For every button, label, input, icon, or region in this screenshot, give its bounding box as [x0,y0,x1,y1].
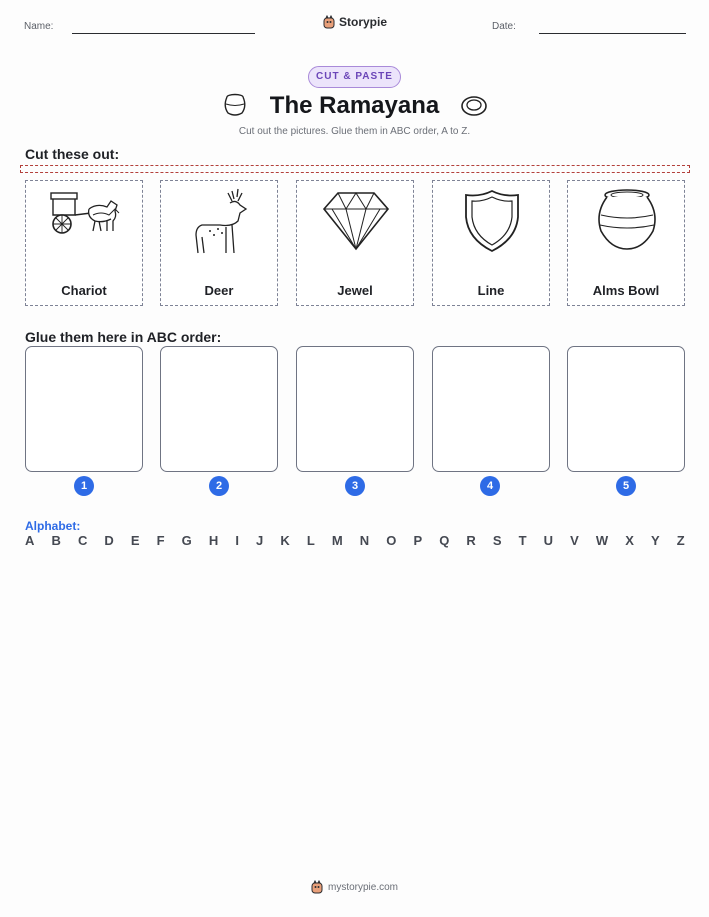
card-label: Chariot [61,283,107,298]
footer [0,880,709,894]
alphabet-letter: N [359,533,370,548]
alphabet-letter: U [543,533,554,548]
alphabet-letter: H [208,533,219,548]
alphabet-letter: O [386,533,397,548]
cut-card-deer[interactable] [160,180,278,306]
alphabet-letter: W [595,533,609,548]
alphabet-letter: X [625,533,634,548]
card-label: Jewel [337,283,373,298]
brand-logo [323,15,387,29]
alphabet-row [25,533,685,548]
jewel-icon [316,187,396,251]
storypie-logo-icon [323,15,335,29]
slot-number-3: 3 [345,476,365,496]
cut-card-chariot[interactable] [25,180,143,306]
slot-number-2: 2 [209,476,229,496]
alphabet-letter: C [77,533,88,548]
card-label: Line [477,283,505,298]
alphabet-letter: Q [439,533,450,548]
alphabet-letter: A [25,533,35,548]
alphabet-letter: G [181,533,192,548]
alphabet-label: Alphabet: [25,519,81,533]
alphabet-letter: B [51,533,61,548]
slot-number-4: 4 [480,476,500,496]
shield-icon [452,187,532,253]
alphabet-letter: P [413,533,423,548]
slot-number-1: 1 [74,476,94,496]
alphabet-letter: V [570,533,579,548]
glue-slot-1[interactable] [25,346,143,472]
ring-icon [460,94,488,118]
alphabet-letter: Z [676,533,685,548]
alphabet-letter: E [130,533,140,548]
alphabet-letter: D [104,533,114,548]
alphabet-letter: R [466,533,476,548]
alms-bowl-icon [587,187,667,251]
alphabet-letter: F [156,533,165,548]
page-title: The Ramayana [269,92,440,119]
cut-heading: Cut these out: [25,146,120,162]
cut-paste-tag: CUT & PASTE [308,66,401,88]
chariot-icon [45,187,125,247]
footer-url[interactable]: mystorypie.com [327,881,398,893]
date-label: Date: [492,21,516,32]
cut-card-line[interactable] [432,180,550,306]
alphabet-letter: J [256,533,264,548]
cut-card-alms-bowl[interactable] [567,180,685,306]
glue-slot-5[interactable] [567,346,685,472]
card-label: Deer [204,283,234,298]
deer-icon [180,187,260,259]
alphabet-letter: Y [650,533,660,548]
glue-slot-3[interactable] [296,346,414,472]
storypie-logo-icon [311,880,323,894]
alphabet-letter: I [235,533,239,548]
date-line[interactable] [539,33,686,34]
glue-slot-2[interactable] [160,346,278,472]
alphabet-letter: S [492,533,502,548]
glue-heading: Glue them here in ABC order: [25,329,222,345]
brand-name: Storypie [339,15,388,29]
name-label: Name: [24,21,54,32]
cut-card-jewel[interactable] [296,180,414,306]
instructions: Cut out the pictures. Glue them in ABC order, A to Z. [238,126,471,137]
alphabet-letter: M [331,533,343,548]
alphabet-letter: T [518,533,527,548]
card-label: Alms Bowl [592,283,660,298]
glue-slot-4[interactable] [432,346,550,472]
slot-number-5: 5 [616,476,636,496]
cut-line [20,165,690,173]
alphabet-letter: L [306,533,315,548]
alphabet-letter: K [280,533,290,548]
name-line[interactable] [72,33,255,34]
